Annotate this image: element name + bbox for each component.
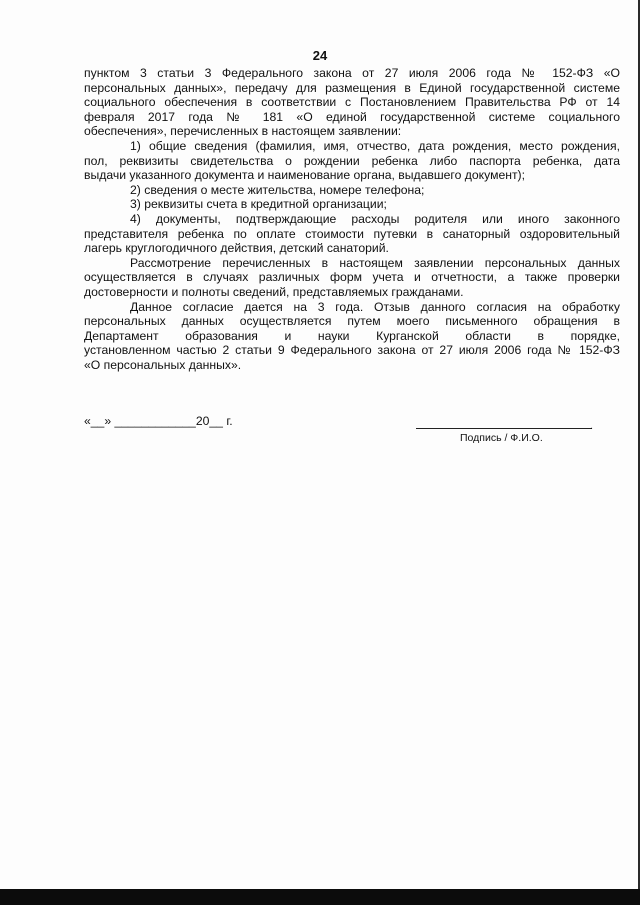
text-line: персональных данных осуществляется путем моего письменного обращения в	[84, 314, 620, 329]
list-item-line: представителя ребенка по оплате стоимости путевки в санаторный оздоровительный	[84, 226, 620, 241]
text-line: достоверности и полноты сведений, представляемых гражданами.	[84, 284, 464, 299]
list-item-line: пол, реквизиты свидетельства о рождении ребенка либо паспорта ребенка, дата	[84, 153, 620, 168]
text-line: февраля 2017 года № 181 «О единой государственной системе социального	[84, 109, 620, 124]
text-line: установленном частью 2 статьи 9 Федерального закона от 27 июля 2006 года № 152-ФЗ	[84, 343, 620, 358]
list-item-line: 2) сведения о месте жительства, номере телефона;	[130, 182, 425, 197]
page-number: 24	[312, 48, 328, 63]
text-line: социального обеспечения в соответствии с Постановлением Правительства РФ от 14	[84, 95, 620, 110]
text-line: Департамент образования и науки Курганской области в порядке,	[84, 328, 620, 343]
list-item-line: лагерь круглогодичного действия, детский санаторий.	[84, 241, 389, 256]
text-line: осуществляется в случаях различных форм учета и отчетности, а также проверки	[84, 270, 620, 285]
scan-edge-bottom	[0, 889, 640, 905]
signature-line	[416, 428, 591, 429]
text-line: Рассмотрение перечисленных в настоящем заявлении персональных данных	[130, 255, 620, 270]
list-item-line: 4) документы, подтверждающие расходы родителя или иного законного	[130, 211, 620, 226]
document-body	[84, 66, 620, 372]
text-line: обеспечения», перечисленных в настоящем заявлении:	[84, 124, 402, 139]
date-field: «__» ____________20__ г.	[84, 414, 233, 428]
signature-line-end-dot: .	[590, 420, 594, 432]
list-item-line: выдачи указанного документа и наименование органа, выдавшего документ);	[84, 168, 526, 183]
list-item-line: 3) реквизиты счета в кредитной организации;	[130, 197, 387, 212]
text-line: «О персональных данных».	[84, 357, 242, 372]
signature-label: Подпись / Ф.И.О.	[460, 432, 543, 444]
text-line: пунктом 3 статьи 3 Федерального закона от 27 июля 2006 года № 152-ФЗ «О	[84, 66, 620, 80]
text-line: персональных данных», передачу для размещения в Единой государственной системе	[84, 80, 620, 95]
text-line: Данное согласие дается на 3 года. Отзыв данного согласия на обработку	[130, 299, 620, 314]
list-item-line: 1) общие сведения (фамилия, имя, отчество, дата рождения, место рождения,	[130, 138, 620, 153]
